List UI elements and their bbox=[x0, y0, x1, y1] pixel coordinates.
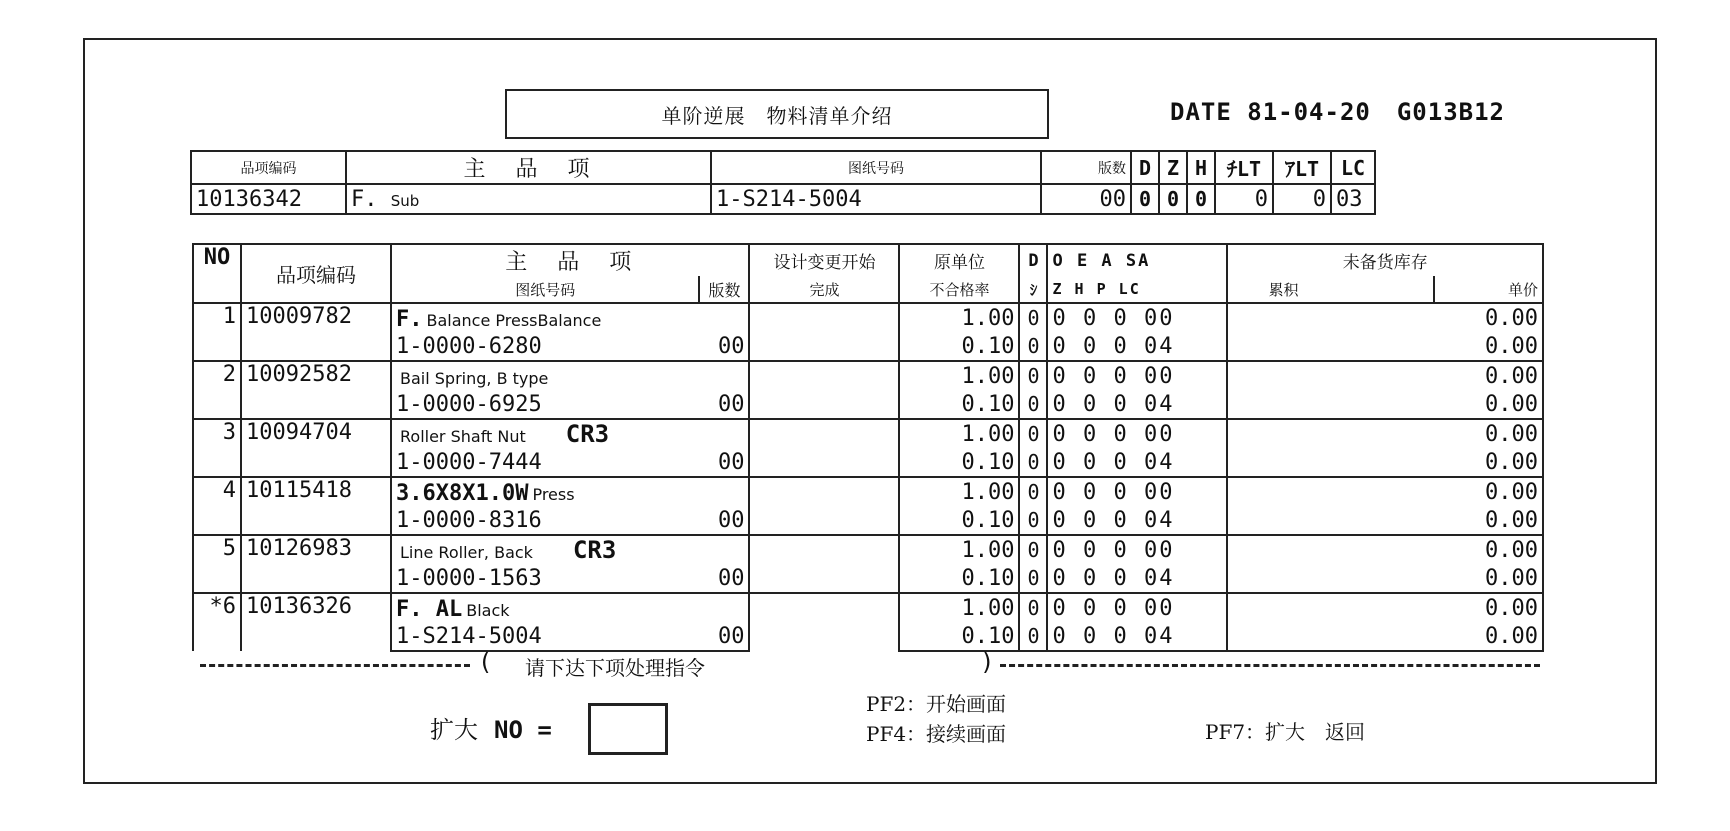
date-line bbox=[1170, 98, 1531, 126]
row-unit: 1.00 bbox=[899, 361, 1019, 390]
hdr-drawing-no: 1-S214-5004 bbox=[711, 184, 1041, 214]
hdr-version: 00 bbox=[1041, 184, 1131, 214]
row-defect-rate: 0.10 bbox=[899, 622, 1019, 651]
row-d: 0 bbox=[1019, 535, 1047, 564]
pf7-key-hint: PF7：扩大 返回 bbox=[1205, 720, 1366, 744]
row-cumulative-price: 0.00 bbox=[1227, 419, 1543, 448]
row-version: 00 bbox=[699, 622, 749, 651]
row-item-desc: Line Roller, Back bbox=[400, 543, 533, 562]
hdr-main-item-name: Sub bbox=[390, 191, 420, 210]
row-design-change bbox=[749, 361, 899, 419]
row-si: 0 bbox=[1019, 506, 1047, 535]
row-flags-bottom: 0 0 0 04 bbox=[1047, 564, 1227, 593]
bracket-left: ( bbox=[478, 648, 493, 676]
pf4-key-hint: PF4：接续画面 bbox=[866, 722, 1007, 746]
hdr-label-z: Z bbox=[1159, 151, 1187, 184]
row-unit-price: 0.00 bbox=[1227, 390, 1543, 419]
row-defect-rate: 0.10 bbox=[899, 332, 1019, 361]
row-flags-top: 0 0 0 00 bbox=[1047, 419, 1227, 448]
row-si: 0 bbox=[1019, 390, 1047, 419]
row-si: 0 bbox=[1019, 448, 1047, 477]
row-item-desc: Press bbox=[532, 485, 575, 504]
row-unit: 1.00 bbox=[899, 593, 1019, 622]
row-unit-price: 0.00 bbox=[1227, 506, 1543, 535]
row-item-name bbox=[391, 303, 749, 332]
row-item-prefix: F. AL bbox=[396, 597, 463, 622]
row-version: 00 bbox=[699, 564, 749, 593]
row-item-name bbox=[391, 361, 749, 390]
hdr-label-version: 版数 bbox=[1041, 151, 1131, 184]
bracket-right: ) bbox=[980, 648, 995, 676]
date-label: DATE 81-04-20 bbox=[1170, 98, 1371, 126]
col-unit: 原单位 bbox=[899, 244, 1019, 276]
hdr-flt: 0 bbox=[1215, 184, 1273, 214]
row-no: 1 bbox=[193, 303, 241, 361]
row-item-desc: Bail Spring, B type bbox=[400, 369, 549, 388]
row-item-code: 10092582 bbox=[241, 361, 391, 419]
col-version: 版数 bbox=[699, 276, 749, 303]
hdr-main-item-prefix: F. bbox=[351, 186, 378, 212]
row-defect-rate: 0.10 bbox=[899, 390, 1019, 419]
row-version: 00 bbox=[699, 390, 749, 419]
table-row[interactable] bbox=[193, 303, 1543, 332]
col-complete: 完成 bbox=[749, 276, 899, 303]
col-flags-bottom: Z H P LC bbox=[1047, 276, 1227, 303]
row-d: 0 bbox=[1019, 593, 1047, 622]
row-defect-rate: 0.10 bbox=[899, 564, 1019, 593]
table-header-row-2 bbox=[193, 276, 1543, 303]
row-drawing-no: 1-0000-6280 bbox=[391, 332, 699, 361]
row-d: 0 bbox=[1019, 361, 1047, 390]
row-design-change bbox=[749, 419, 899, 477]
row-flags-bottom: 0 0 0 04 bbox=[1047, 622, 1227, 651]
row-cumulative-price: 0.00 bbox=[1227, 535, 1543, 564]
hdr-label-plt: ｱLT bbox=[1273, 151, 1331, 184]
bom-table bbox=[192, 243, 1544, 652]
row-item-desc: Balance PressBalance bbox=[426, 311, 602, 330]
hdr-label-lc: LC bbox=[1331, 151, 1375, 184]
table-row[interactable] bbox=[193, 535, 1543, 564]
row-no: 2 bbox=[193, 361, 241, 419]
row-no: *6 bbox=[193, 593, 241, 651]
row-unit-price: 0.00 bbox=[1227, 622, 1543, 651]
row-flags-top: 0 0 0 00 bbox=[1047, 361, 1227, 390]
row-cumulative-price: 0.00 bbox=[1227, 477, 1543, 506]
hdr-h: 0 bbox=[1187, 184, 1215, 214]
row-drawing-no: 1-S214-5004 bbox=[391, 622, 699, 651]
row-defect-rate: 0.10 bbox=[899, 506, 1019, 535]
row-cumulative-price: 0.00 bbox=[1227, 361, 1543, 390]
col-flags-top: O E A SA bbox=[1047, 244, 1227, 276]
row-drawing-no: 1-0000-1563 bbox=[391, 564, 699, 593]
row-item-desc: Black bbox=[466, 601, 510, 620]
table-row[interactable] bbox=[193, 361, 1543, 390]
expand-label: 扩大 bbox=[430, 716, 478, 744]
row-no: 3 bbox=[193, 419, 241, 477]
row-item-prefix: 3.6X8X1.0W bbox=[396, 481, 529, 506]
hdr-d: 0 bbox=[1131, 184, 1159, 214]
row-si: 0 bbox=[1019, 332, 1047, 361]
hdr-item-code: 10136342 bbox=[191, 184, 346, 214]
row-si: 0 bbox=[1019, 622, 1047, 651]
row-item-code: 10115418 bbox=[241, 477, 391, 535]
parent-item-table bbox=[190, 150, 1376, 215]
row-item-tag: CR3 bbox=[572, 536, 617, 564]
col-defect-rate: 不合格率 bbox=[899, 276, 1019, 303]
row-flags-top: 0 0 0 00 bbox=[1047, 593, 1227, 622]
hdr-main-item bbox=[346, 184, 711, 214]
row-item-tag: CR3 bbox=[565, 420, 610, 448]
row-unit: 1.00 bbox=[899, 303, 1019, 332]
col-no: NO bbox=[193, 244, 241, 303]
row-flags-bottom: 0 0 0 04 bbox=[1047, 332, 1227, 361]
row-version: 00 bbox=[699, 506, 749, 535]
row-item-code: 10126983 bbox=[241, 535, 391, 593]
screen-id: G013B12 bbox=[1396, 98, 1505, 126]
row-design-change bbox=[749, 593, 899, 651]
pf2-key-hint: PF2：开始画面 bbox=[866, 692, 1007, 716]
row-item-code: 10136326 bbox=[241, 593, 391, 651]
row-unit: 1.00 bbox=[899, 419, 1019, 448]
row-item-code: 10009782 bbox=[241, 303, 391, 361]
hdr-label-flt: ﾁLT bbox=[1215, 151, 1273, 184]
row-no: 4 bbox=[193, 477, 241, 535]
row-item-name bbox=[391, 593, 749, 622]
row-item-name bbox=[391, 477, 749, 506]
table-row[interactable] bbox=[193, 477, 1543, 506]
col-d: D bbox=[1019, 244, 1047, 276]
hdr-label-h: H bbox=[1187, 151, 1215, 184]
page-title: 单阶逆展 物料清单介绍 bbox=[505, 89, 1049, 139]
row-flags-bottom: 0 0 0 04 bbox=[1047, 506, 1227, 535]
row-design-change bbox=[749, 477, 899, 535]
hdr-plt: 0 bbox=[1273, 184, 1331, 214]
dash-line-left bbox=[200, 664, 470, 667]
expand-no-label: NO = bbox=[494, 716, 552, 744]
col-drawing-no: 图纸号码 bbox=[391, 276, 699, 303]
row-d: 0 bbox=[1019, 303, 1047, 332]
row-item-code: 10094704 bbox=[241, 419, 391, 477]
row-flags-bottom: 0 0 0 04 bbox=[1047, 390, 1227, 419]
row-defect-rate: 0.10 bbox=[899, 448, 1019, 477]
row-si: 0 bbox=[1019, 564, 1047, 593]
col-cumulative: 累积 bbox=[1227, 276, 1434, 303]
col-item-code: 品项编码 bbox=[241, 244, 391, 303]
row-unit: 1.00 bbox=[899, 535, 1019, 564]
row-unit-price: 0.00 bbox=[1227, 332, 1543, 361]
row-unit-price: 0.00 bbox=[1227, 448, 1543, 477]
row-flags-bottom: 0 0 0 04 bbox=[1047, 448, 1227, 477]
row-item-desc: Roller Shaft Nut bbox=[400, 427, 526, 446]
hdr-label-main-item: 主 品 项 bbox=[346, 151, 711, 184]
row-unit: 1.00 bbox=[899, 477, 1019, 506]
row-item-prefix: F. bbox=[396, 307, 423, 332]
row-d: 0 bbox=[1019, 419, 1047, 448]
table-header-row-1 bbox=[193, 244, 1543, 276]
col-stock: 未备货库存 bbox=[1227, 244, 1543, 276]
expand-row bbox=[430, 710, 552, 745]
col-unit-price: 单价 bbox=[1434, 276, 1543, 303]
hdr-label-d: D bbox=[1131, 151, 1159, 184]
row-cumulative-price: 0.00 bbox=[1227, 303, 1543, 332]
hdr-lc: 03 bbox=[1331, 184, 1375, 214]
row-drawing-no: 1-0000-7444 bbox=[391, 448, 699, 477]
row-flags-top: 0 0 0 00 bbox=[1047, 477, 1227, 506]
hdr-label-drawing-no: 图纸号码 bbox=[711, 151, 1041, 184]
row-item-name bbox=[391, 419, 749, 448]
row-no: 5 bbox=[193, 535, 241, 593]
row-flags-top: 0 0 0 00 bbox=[1047, 303, 1227, 332]
row-flags-top: 0 0 0 00 bbox=[1047, 535, 1227, 564]
row-drawing-no: 1-0000-6925 bbox=[391, 390, 699, 419]
expand-no-input[interactable] bbox=[588, 703, 668, 755]
row-item-name bbox=[391, 535, 749, 564]
row-unit-price: 0.00 bbox=[1227, 564, 1543, 593]
hdr-z: 0 bbox=[1159, 184, 1187, 214]
row-version: 00 bbox=[699, 332, 749, 361]
col-si: ｼ bbox=[1019, 276, 1047, 303]
col-design-change-start: 设计变更开始 bbox=[749, 244, 899, 276]
command-prompt: 请下达下项处理指令 bbox=[525, 656, 705, 680]
hdr-label-item-code: 品项编码 bbox=[191, 151, 346, 184]
row-design-change bbox=[749, 303, 899, 361]
row-design-change bbox=[749, 535, 899, 593]
row-d: 0 bbox=[1019, 477, 1047, 506]
table-row[interactable] bbox=[193, 419, 1543, 448]
row-drawing-no: 1-0000-8316 bbox=[391, 506, 699, 535]
table-row[interactable] bbox=[193, 593, 1543, 622]
row-version: 00 bbox=[699, 448, 749, 477]
col-main-item: 主 品 项 bbox=[391, 244, 749, 276]
dash-line-right bbox=[1000, 664, 1540, 667]
row-cumulative-price: 0.00 bbox=[1227, 593, 1543, 622]
